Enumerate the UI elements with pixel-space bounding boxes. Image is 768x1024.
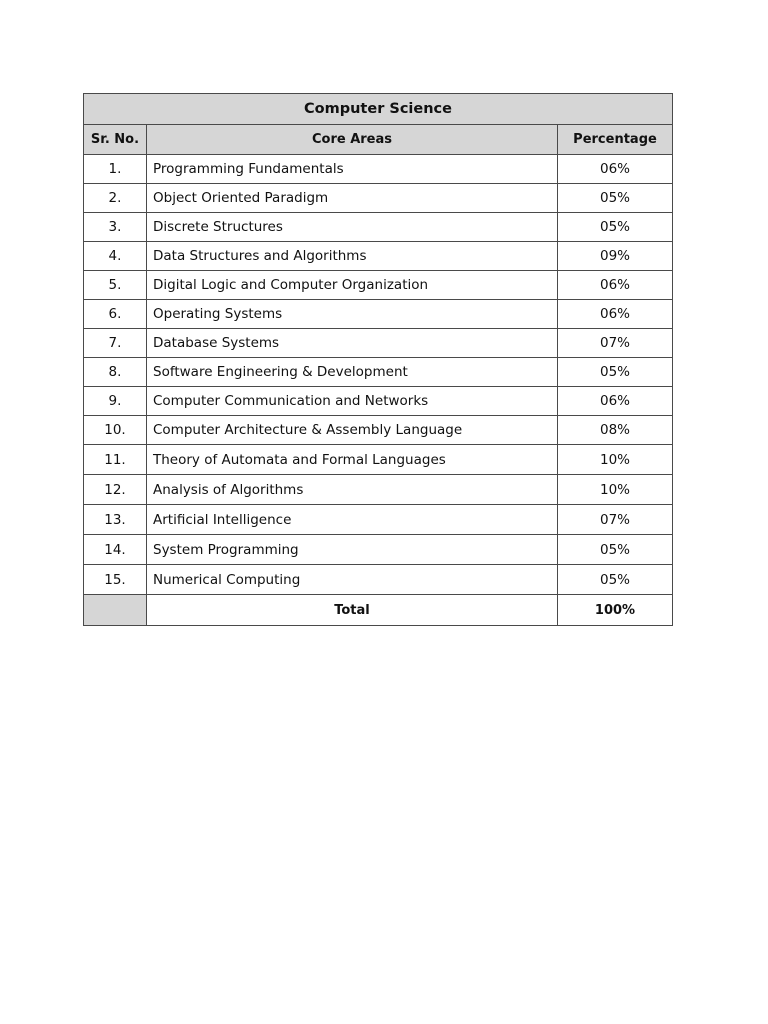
total-value: 100% (558, 595, 673, 626)
row-sr-no: 7. (84, 329, 147, 358)
table-row (84, 213, 673, 242)
table-row (84, 535, 673, 565)
header-percentage: Percentage (558, 125, 673, 155)
table-row (84, 184, 673, 213)
row-sr-no: 3. (84, 213, 147, 242)
row-percentage: 05% (558, 358, 673, 387)
table-title-row (84, 94, 673, 125)
core-areas-table (83, 93, 673, 626)
table-row (84, 271, 673, 300)
total-empty-cell (84, 595, 147, 626)
table-row (84, 387, 673, 416)
row-core-area: Analysis of Algorithms (147, 475, 558, 505)
row-core-area: Digital Logic and Computer Organization (147, 271, 558, 300)
row-percentage: 06% (558, 155, 673, 184)
row-percentage: 09% (558, 242, 673, 271)
total-label: Total (147, 595, 558, 626)
row-sr-no: 1. (84, 155, 147, 184)
row-percentage: 10% (558, 475, 673, 505)
row-core-area: Artificial Intelligence (147, 505, 558, 535)
row-sr-no: 10. (84, 416, 147, 445)
row-sr-no: 4. (84, 242, 147, 271)
table-row (84, 329, 673, 358)
row-percentage: 05% (558, 213, 673, 242)
row-sr-no: 9. (84, 387, 147, 416)
row-percentage: 05% (558, 184, 673, 213)
row-percentage: 07% (558, 505, 673, 535)
row-percentage: 05% (558, 565, 673, 595)
header-core-areas: Core Areas (147, 125, 558, 155)
table-title: Computer Science (84, 94, 673, 125)
row-percentage: 07% (558, 329, 673, 358)
table-row (84, 242, 673, 271)
row-percentage: 08% (558, 416, 673, 445)
row-core-area: Software Engineering & Development (147, 358, 558, 387)
table-row (84, 445, 673, 475)
row-core-area: Database Systems (147, 329, 558, 358)
row-sr-no: 5. (84, 271, 147, 300)
row-core-area: System Programming (147, 535, 558, 565)
table-total-row (84, 595, 673, 626)
row-percentage: 06% (558, 271, 673, 300)
table-row (84, 565, 673, 595)
table-row (84, 155, 673, 184)
row-core-area: Discrete Structures (147, 213, 558, 242)
row-sr-no: 11. (84, 445, 147, 475)
row-sr-no: 13. (84, 505, 147, 535)
row-sr-no: 15. (84, 565, 147, 595)
row-percentage: 10% (558, 445, 673, 475)
row-core-area: Data Structures and Algorithms (147, 242, 558, 271)
row-sr-no: 2. (84, 184, 147, 213)
row-percentage: 06% (558, 387, 673, 416)
header-sr-no: Sr. No. (84, 125, 147, 155)
row-sr-no: 8. (84, 358, 147, 387)
table-row (84, 475, 673, 505)
row-core-area: Numerical Computing (147, 565, 558, 595)
row-percentage: 05% (558, 535, 673, 565)
row-core-area: Object Oriented Paradigm (147, 184, 558, 213)
row-sr-no: 12. (84, 475, 147, 505)
row-core-area: Programming Fundamentals (147, 155, 558, 184)
row-core-area: Operating Systems (147, 300, 558, 329)
row-sr-no: 14. (84, 535, 147, 565)
row-percentage: 06% (558, 300, 673, 329)
table-row (84, 300, 673, 329)
row-core-area: Computer Architecture & Assembly Language (147, 416, 558, 445)
row-sr-no: 6. (84, 300, 147, 329)
table-row (84, 358, 673, 387)
table-row (84, 416, 673, 445)
table-header-row (84, 125, 673, 155)
row-core-area: Theory of Automata and Formal Languages (147, 445, 558, 475)
row-core-area: Computer Communication and Networks (147, 387, 558, 416)
table-row (84, 505, 673, 535)
